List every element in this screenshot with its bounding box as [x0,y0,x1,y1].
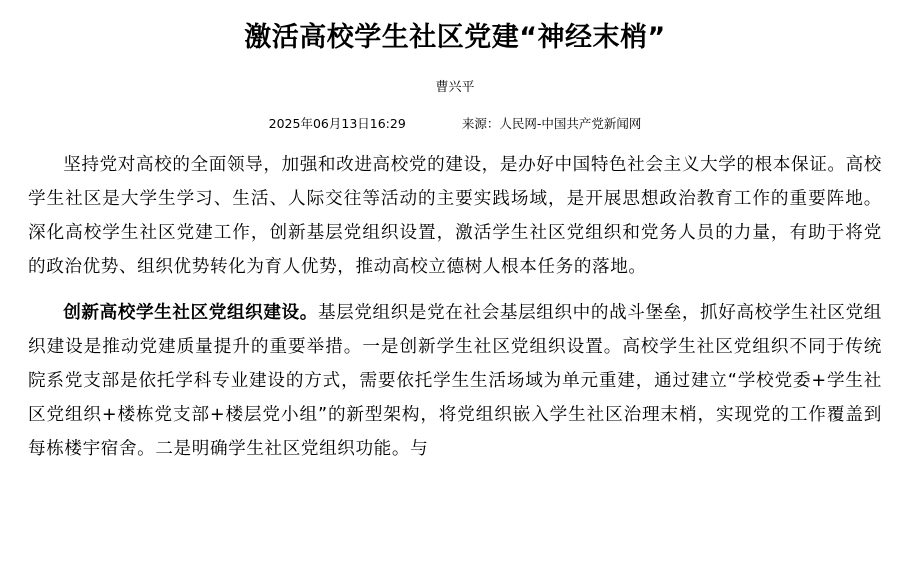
paragraph-text: 坚持党对高校的全面领导，加强和改进高校党的建设，是办好中国特色社会主义大学的根本保证。高校学生社区是大学生学习、生活、人际交往等活动的主要实践场域，是开展思想政治教育工作的重要阵地。深化高校学生社区党建工作，创新基层党组织设置，激活学生社区党组织和党务人员的力量，有助于将党的政治优势、组织优势转化为育人优势，推动高校立德树人根本任务的落地。 [28,155,882,277]
paragraph [28,148,882,284]
article-source: 来源：人民网-中国共产党新闻网 [461,116,642,131]
article-title: 激活高校学生社区党建“神经末梢” [244,22,666,53]
article-meta [28,114,882,134]
article-body [28,148,882,478]
article-author: 曹兴平 [435,80,475,95]
publish-date: 2025年06月13日16:29 [268,116,406,131]
paragraph-text: 基层党组织是党在社会基层组织中的战斗堡垒，抓好高校学生社区党组织建设是推动党建质量提升的重要举措。一是创新学生社区党组织设置。高校学生社区党组织不同于传统院系党支部是依托学科专业建设的方式，需要依托学生生活场域为单元重建，通过建立“学校党委+学生社区党组织+楼栋党支部+楼层党小组”的新型架构，将党组织嵌入学生社区治理末梢，实现党的工作覆盖到每栋楼宇宿舍。二是明确学生社区党组织功能。与 [28,303,883,459]
paragraph-lead: 创新高校学生社区党组织建设。 [63,303,318,323]
paragraph [28,296,882,466]
